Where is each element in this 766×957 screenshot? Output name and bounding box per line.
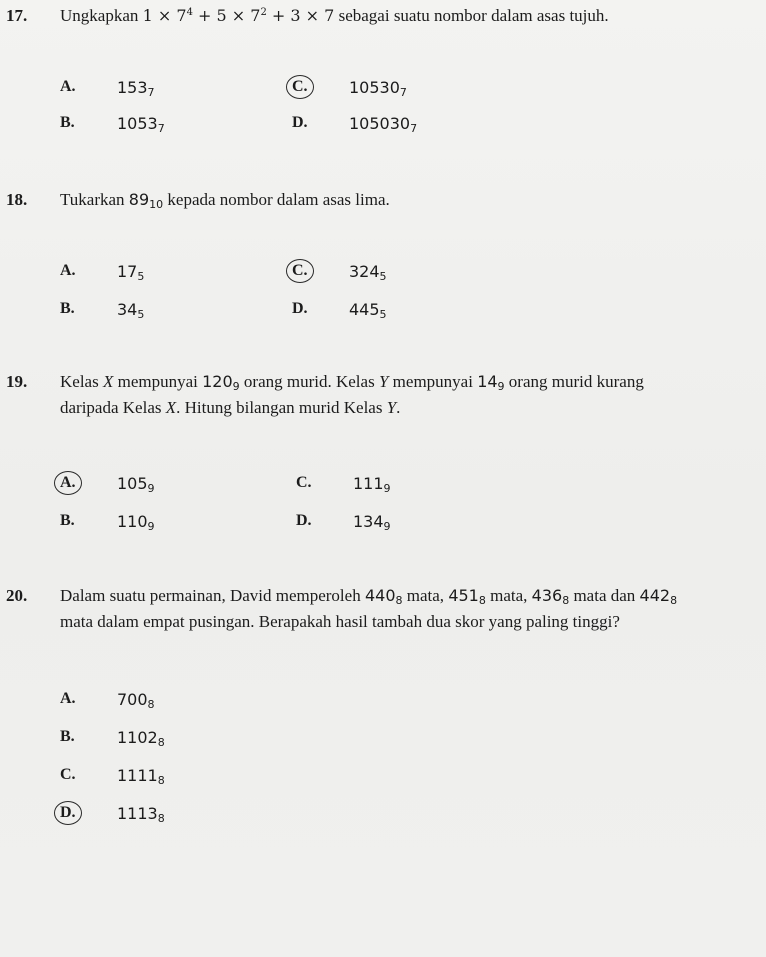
question-19-line-1: Kelas X mempunyai $120_9$ orang murid. Kelas Y mempunyai $14_9$ orang murid kurang bbox=[60, 372, 644, 393]
question-20-number: 20. bbox=[6, 586, 28, 605]
question-18-text: Tukarkan $89_{10}$ kepada nombor dalam asas lima. bbox=[60, 190, 390, 211]
question-20-line-1: Dalam suatu permainan, David memperoleh $440_8$ mata, $451_8$ mata, $436_8$ mata dan $442_8$ bbox=[60, 586, 678, 607]
question-19-line-2: daripada Kelas X. Hitung bilangan murid Kelas Y. bbox=[60, 398, 401, 417]
question-19-number: 19. bbox=[6, 372, 28, 391]
question-18-number: 18. bbox=[6, 190, 28, 209]
worksheet-page: 17. Ungkapkan $1 \times 7^4 + 5 \times 7^2 + 3 \times 7$ sebagai suatu nombor dalam asas tujuh. A. $153_7$ C. $10530_7$ B. $1053_7$ D. $105030_7$ 18. Tukarkan $89_{10}$ kepada nombor dalam asas lima. A. $17_5$ C. $324_5$ B. $34_5$ D. $445_5$ 19. Kelas X mempunyai $120_9$ orang murid. Kelas Y mempunyai $14_9$ orang murid kurang daripada Kelas X. Hitung bilangan murid Kelas Y. A. $105_9$ C. $111_9$ B. $110_9$ D. $134_9$ 20. Dalam suatu permainan, David memperoleh $440_8$ mata, $451_8$ mata, $436_8$ mata dan $442_8$ mata dalam empat pusingan. Berapakah hasil tambah dua skor yang paling tinggi? A. $700_8$ B. $1102_8$ C. $1111_8$ D. $1113_8$ bbox=[0, 0, 766, 957]
question-20-line-2: mata dalam empat pusingan. Berapakah hasil tambah dua skor yang paling tinggi? bbox=[60, 612, 620, 631]
question-17-expression: $1 \times 7^4 + 5 \times 7^2 + 3 \times 7$ bbox=[142, 6, 335, 25]
question-17-number: 17. bbox=[6, 6, 28, 25]
question-17-text: Ungkapkan $1 \times 7^4 + 5 \times 7^2 + 3 \times 7$ sebagai suatu nombor dalam asas tujuh. bbox=[60, 6, 609, 25]
